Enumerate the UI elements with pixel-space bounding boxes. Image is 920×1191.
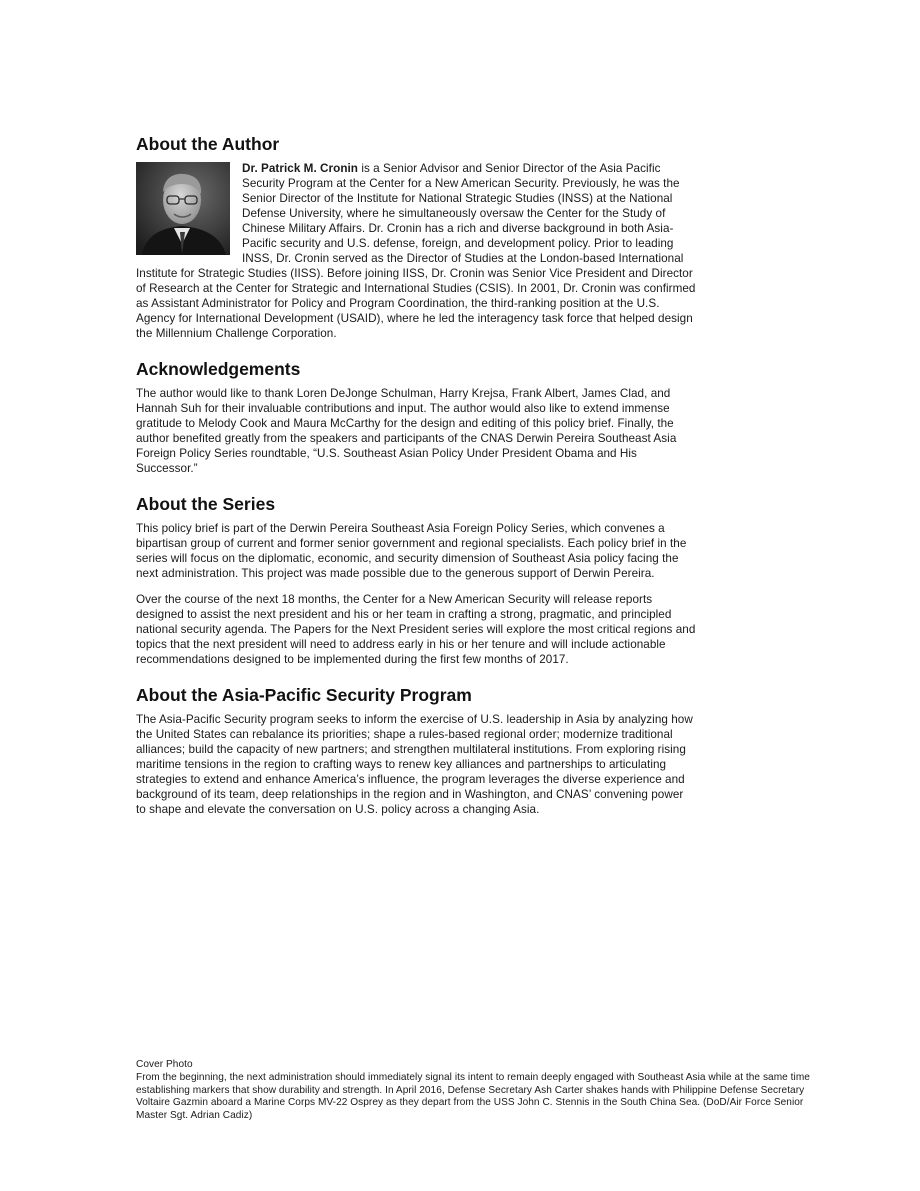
about-program-section <box>136 685 696 817</box>
acknowledgements-section <box>136 359 696 476</box>
cover-photo-caption <box>136 1059 816 1123</box>
series-paragraph: Over the course of the next 18 months, the Center for a New American Security will release reports designed to assist the next president and his or her team in crafting a strong, pragmatic, and principled national security agenda. The Papers for the Next President series will explore the most critical regions and topics that the next president will need to address early in his or her tenure and will include actionable recommendations designed to be implemented during the first few months of 2017. <box>136 593 696 666</box>
acknowledgements-text: The author would like to thank Loren DeJonge Schulman, Harry Krejsa, Frank Albert, James Clad, and Hannah Suh for their invaluable contributions and input. The author would also like to extend immense gratitude to Melody Cook and Maura McCarthy for the design and editing of this policy brief. Finally, the author benefited greatly from the speakers and participants of the CNAS Derwin Pereira Southeast Asia Foreign Policy Series roundtable, “U.S. Southeast Asian Policy Under President Obama and His Successor.” <box>136 387 677 475</box>
about-author-heading: About the Author <box>136 134 280 154</box>
author-bio-text: is a Senior Advisor and Senior Director of the Asia Pacific Security Program at the Center for a New American Security. Previously, he was the Senior Director of the Institute for National Strategic Studies (INSS) at the National Defense University, where he simultaneously oversaw the Center for the Study of Chinese Military Affairs. Dr. Cronin has a rich and diverse background in both Asia-Pacific security and U.S. defense, foreign, and development policy. Prior to leading INSS, Dr. Cronin served as the Director of Studies at the London-based International Institute for Strategic Studies (IISS). Before joining IISS, Dr. Cronin was Senior Vice President and Director of Research at the Center for Strategic and International Studies (CSIS). In 2001, Dr. Cronin was confirmed as Assistant Administrator for Policy and Program Coordination, the third-ranking position at the U.S. Agency for International Development (USAID), where he led the interagency task force that helped design the Millennium Challenge Corporation. <box>136 162 696 340</box>
cover-photo-text: From the beginning, the next administration should immediately signal its intent to remain deeply engaged with Southeast Asia while at the same time establishing markers that show durability and strength. In April 2016, Defense Secretary Ash Carter shakes hands with Philippine Defense Secretary Voltaire Gazmin aboard a Marine Corps MV-22 Osprey as they depart from the USS John C. Stennis in the South China Sea. (DoD/Air Force Senior Master Sgt. Adrian Cadiz) <box>136 1071 810 1122</box>
series-paragraph: This policy brief is part of the Derwin Pereira Southeast Asia Foreign Policy Series, which convenes a bipartisan group of current and former senior government and regional specialists. Each policy brief in the series will focus on the diplomatic, economic, and security dimension of Southeast Asia policy facing the next administration. This project was made possible due to the generous support of Derwin Pereira. <box>136 522 687 580</box>
program-text: The Asia-Pacific Security program seeks to inform the exercise of U.S. leadership in Asia by analyzing how the United States can rebalance its priorities; shape a rules-based regional order; modernize traditional alliances; build the capacity of new partners; and strengthen multilateral institutions. From exploring rising maritime tensions in the region to crafting ways to renew key alliances and partnerships to articulating strategies to extend and enhance America’s influence, the program leverages the diverse experience and background of its team, deep relationships in the region and in Washington, and CNAS’ convening power to shape and elevate the conversation on U.S. policy across a changing Asia. <box>136 713 693 816</box>
cover-photo-label: Cover Photo <box>136 1059 193 1070</box>
about-series-heading: About the Series <box>136 494 276 514</box>
acknowledgements-heading: Acknowledgements <box>136 359 301 379</box>
document-body <box>136 134 696 835</box>
author-name: Dr. Patrick M. Cronin <box>242 162 359 175</box>
about-program-heading: About the Asia-Pacific Security Program <box>136 685 472 705</box>
author-portrait-photo <box>136 162 230 255</box>
about-author-section <box>136 134 696 341</box>
about-series-section <box>136 494 696 667</box>
portrait-icon <box>136 162 230 255</box>
